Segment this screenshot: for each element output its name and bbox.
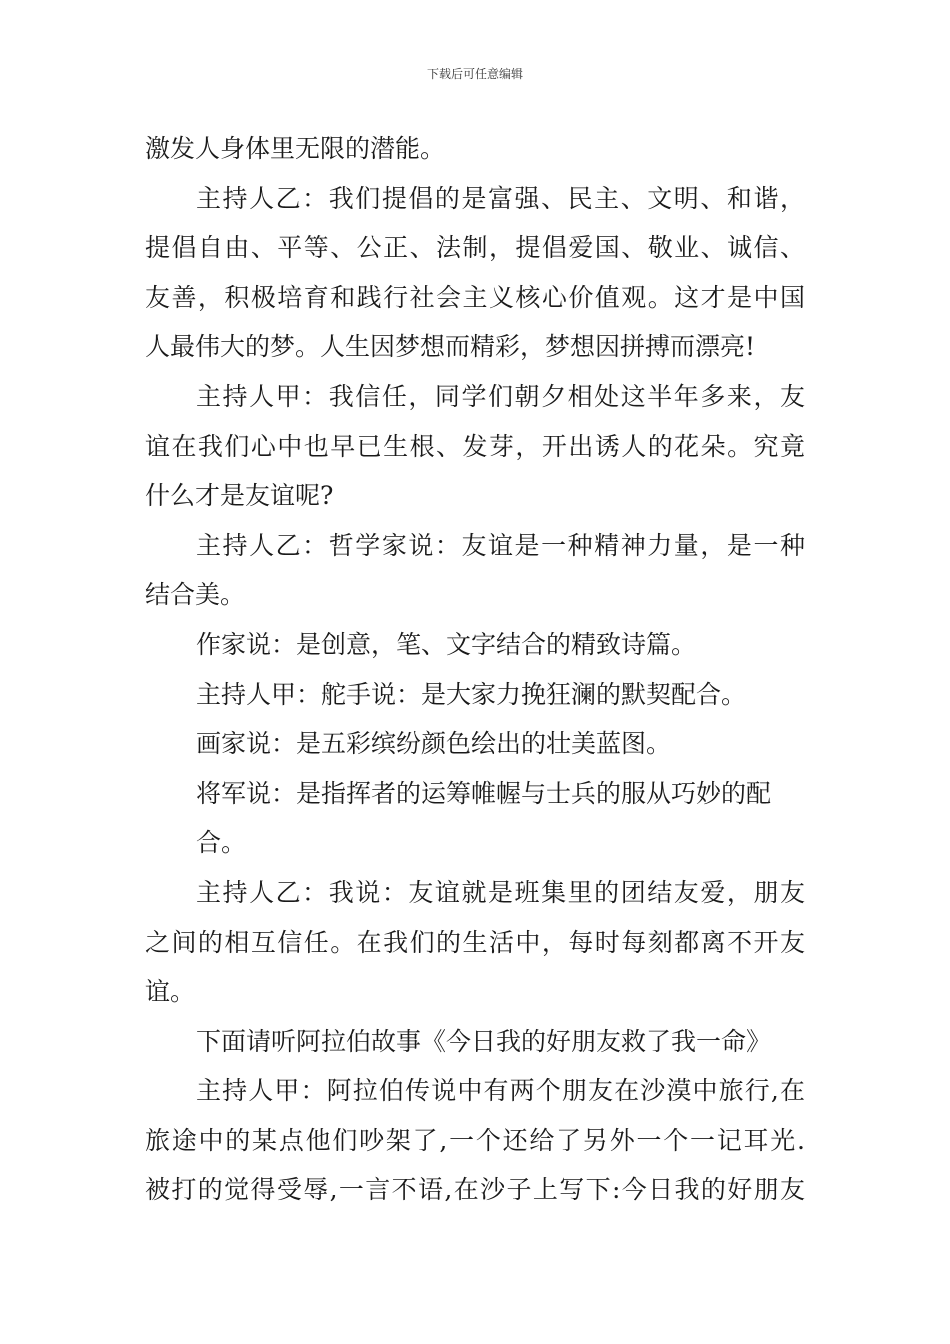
paragraph-line: 主持人乙：我说：友谊就是班集里的团结友爱，朋友: [196, 877, 805, 907]
paragraph-line: 谊。: [145, 977, 196, 1007]
paragraph-line: 谊在我们心中也早已生根、发芽，开出诱人的花朵。究竟: [145, 431, 805, 461]
paragraph-line: 主持人乙：哲学家说：友谊是一种精神力量，是一种: [196, 530, 805, 560]
paragraph-line: 主持人甲：阿拉伯传说中有两个朋友在沙漠中旅行,在: [196, 1076, 805, 1106]
paragraph-line: 提倡自由、平等、公正、法制，提倡爱国、敬业、诚信、: [145, 233, 805, 263]
paragraph-line: 主持人甲：我信任，同学们朝夕相处这半年多来，友: [196, 381, 805, 411]
paragraph-line: 作家说：是创意，笔、文字结合的精致诗篇。: [196, 629, 697, 659]
page-header-note: 下载后可任意编辑: [426, 67, 523, 81]
paragraph-line: 友善，积极培育和践行社会主义核心价值观。这才是中国: [145, 282, 805, 312]
paragraph-line: 激发人身体里无限的潜能。: [145, 134, 446, 163]
paragraph-line: 主持人甲：舵手说：是大家力挽狂澜的默契配合。: [196, 679, 747, 709]
paragraph-line: 被打的觉得受辱,一言不语,在沙子上写下:今日我的好朋友: [145, 1175, 805, 1205]
paragraph-line: 主持人乙：我们提倡的是富强、民主、文明、和谐，: [196, 183, 805, 213]
paragraph-line: 将军说：是指挥者的运筹帷幄与士兵的服从巧妙的配: [196, 778, 772, 808]
paragraph-line: 什么才是友谊呢?: [145, 481, 334, 511]
paragraph-line: 之间的相互信任。在我们的生活中，每时每刻都离不开友: [145, 927, 805, 957]
paragraph-line: 下面请听阿拉伯故事《今日我的好朋友救了我一命》: [196, 1026, 772, 1056]
paragraph-line: 画家说：是五彩缤纷颜色绘出的壮美蓝图。: [196, 729, 672, 759]
paragraph-line: 结合美。: [145, 580, 246, 610]
paragraph-line: 合。: [196, 828, 247, 858]
paragraph-line: 旅途中的某点他们吵架了,一个还给了另外一个一记耳光.: [145, 1125, 805, 1155]
paragraph-line: 人最伟大的梦。人生因梦想而精彩，梦想因拼搏而漂亮!: [145, 332, 756, 362]
document-body: [145, 124, 805, 1215]
